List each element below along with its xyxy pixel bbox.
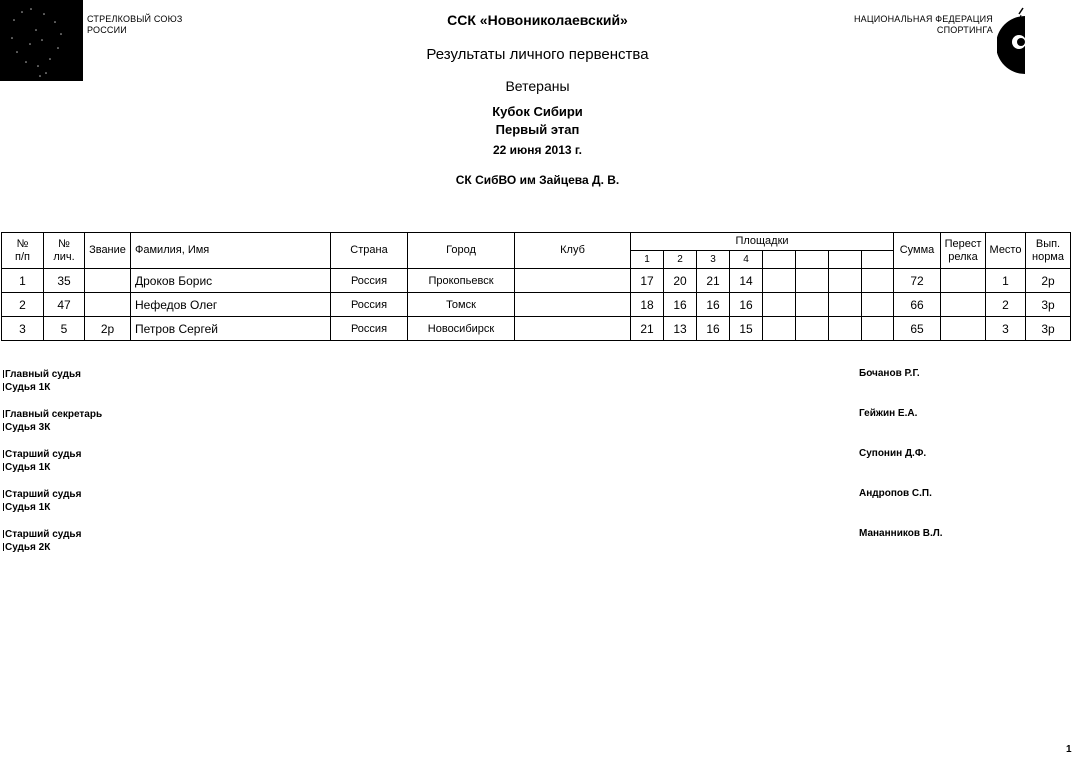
cell-city: Новосибирск <box>408 317 515 341</box>
cell-score-empty <box>829 269 862 293</box>
ground-number-empty <box>862 251 894 269</box>
venue-name: СК СибВО им Зайцева Д. В. <box>455 173 620 187</box>
cell-sum: 72 <box>894 269 941 293</box>
stage-title: Первый этап <box>495 122 580 137</box>
org-left-name: СТРЕЛКОВЫЙ СОЮЗ РОССИИ <box>87 14 183 35</box>
cell-club <box>515 317 631 341</box>
judge-category: Судья 1К <box>5 382 51 393</box>
col-header-place: Место <box>986 233 1026 269</box>
results-title: Результаты личного первенства <box>426 46 649 63</box>
table-row <box>2 269 1071 293</box>
cell-norm: 3р <box>1026 293 1071 317</box>
event-date: 22 июня 2013 г. <box>492 143 583 157</box>
cell-place: 1 <box>986 269 1026 293</box>
cell-shootoff <box>941 293 986 317</box>
col-header-sum: Сумма <box>894 233 941 269</box>
cell-score-empty <box>796 317 829 341</box>
cell-country: Россия <box>331 269 408 293</box>
cell-city: Томск <box>408 293 515 317</box>
ground-number: 1 <box>631 251 664 269</box>
cell-city: Прокопьевск <box>408 269 515 293</box>
cell-sum: 65 <box>894 317 941 341</box>
col-header-norm: Вып. норма <box>1026 233 1071 269</box>
category-label: Ветераны <box>505 78 570 94</box>
cell-no: 2 <box>2 293 44 317</box>
cell-country: Россия <box>331 293 408 317</box>
cell-score: 16 <box>730 293 763 317</box>
cell-personal-no: 35 <box>44 269 85 293</box>
cell-shootoff <box>941 317 986 341</box>
cell-place: 3 <box>986 317 1026 341</box>
cell-score: 15 <box>730 317 763 341</box>
cell-club <box>515 293 631 317</box>
cell-score: 14 <box>730 269 763 293</box>
table-header-row <box>2 233 1071 251</box>
cell-club <box>515 269 631 293</box>
judge-category: Судья 2К <box>5 542 51 553</box>
ground-number: 2 <box>664 251 697 269</box>
club-title: ССК «Новониколаевский» <box>447 12 628 28</box>
col-header-name: Фамилия, Имя <box>131 233 331 269</box>
judge-block <box>3 488 81 514</box>
ground-number-empty <box>796 251 829 269</box>
cell-score-empty <box>829 317 862 341</box>
judge-name: Супонин Д.Ф. <box>859 448 927 459</box>
cell-score-empty <box>763 317 796 341</box>
cell-name: Дроков Борис <box>131 269 331 293</box>
judge-block <box>3 408 102 434</box>
judge-block <box>3 368 81 394</box>
org-right-name: НАЦИОНАЛЬНАЯ ФЕДЕРАЦИЯ СПОРТИНГА <box>853 14 993 35</box>
table-row <box>2 293 1071 317</box>
cell-rank: 2р <box>85 317 131 341</box>
cup-title: Кубок Сибири <box>492 104 583 119</box>
cell-norm: 2р <box>1026 269 1071 293</box>
col-header-club: Клуб <box>515 233 631 269</box>
cell-sum: 66 <box>894 293 941 317</box>
cell-score-empty <box>763 269 796 293</box>
judge-category: Судья 3К <box>5 422 51 433</box>
judge-name: Бочанов Р.Г. <box>859 368 920 379</box>
cell-score: 20 <box>664 269 697 293</box>
cell-score: 21 <box>697 269 730 293</box>
results-table <box>1 232 1071 341</box>
judge-role: Главный секретарь <box>5 409 103 420</box>
cell-personal-no: 47 <box>44 293 85 317</box>
judge-name: Мананников В.Л. <box>859 528 943 539</box>
cell-score-empty <box>796 293 829 317</box>
judge-role: Старший судья <box>5 529 82 540</box>
cell-shootoff <box>941 269 986 293</box>
cell-no: 3 <box>2 317 44 341</box>
cell-name: Нефедов Олег <box>131 293 331 317</box>
cell-score: 21 <box>631 317 664 341</box>
ground-number: 4 <box>730 251 763 269</box>
cell-score-empty <box>862 293 894 317</box>
judge-block <box>3 448 81 474</box>
cell-name: Петров Сергей <box>131 317 331 341</box>
cell-norm: 3р <box>1026 317 1071 341</box>
table-row <box>2 317 1071 341</box>
cell-score: 16 <box>664 293 697 317</box>
ground-number-empty <box>763 251 796 269</box>
ground-number: 3 <box>697 251 730 269</box>
col-header-country: Страна <box>331 233 408 269</box>
judge-category: Судья 1К <box>5 502 51 513</box>
col-header-rank: Звание <box>85 233 131 269</box>
cell-score: 16 <box>697 293 730 317</box>
judge-role: Старший судья <box>5 489 82 500</box>
cell-score: 13 <box>664 317 697 341</box>
page-number: 1 <box>1066 744 1072 755</box>
judge-role: Старший судья <box>5 449 82 460</box>
judge-category: Судья 1К <box>5 462 51 473</box>
judge-block <box>3 528 81 554</box>
cell-score: 16 <box>697 317 730 341</box>
cell-no: 1 <box>2 269 44 293</box>
cell-score-empty <box>829 293 862 317</box>
col-header-personal-no: № лич. <box>44 233 85 269</box>
cell-rank <box>85 269 131 293</box>
judge-role: Главный судья <box>5 369 81 380</box>
col-header-city: Город <box>408 233 515 269</box>
col-header-grounds: Площадки <box>631 233 894 251</box>
cell-place: 2 <box>986 293 1026 317</box>
cell-score-empty <box>763 293 796 317</box>
col-header-shootoff: Перест релка <box>941 233 986 269</box>
col-header-no: № п/п <box>2 233 44 269</box>
cell-score-empty <box>796 269 829 293</box>
cell-rank <box>85 293 131 317</box>
judge-name: Андропов С.П. <box>859 488 932 499</box>
cell-score-empty <box>862 317 894 341</box>
cell-score-empty <box>862 269 894 293</box>
ground-number-empty <box>829 251 862 269</box>
cell-score: 17 <box>631 269 664 293</box>
cell-score: 18 <box>631 293 664 317</box>
judge-name: Гейжин Е.А. <box>859 408 918 419</box>
cell-personal-no: 5 <box>44 317 85 341</box>
cell-country: Россия <box>331 317 408 341</box>
